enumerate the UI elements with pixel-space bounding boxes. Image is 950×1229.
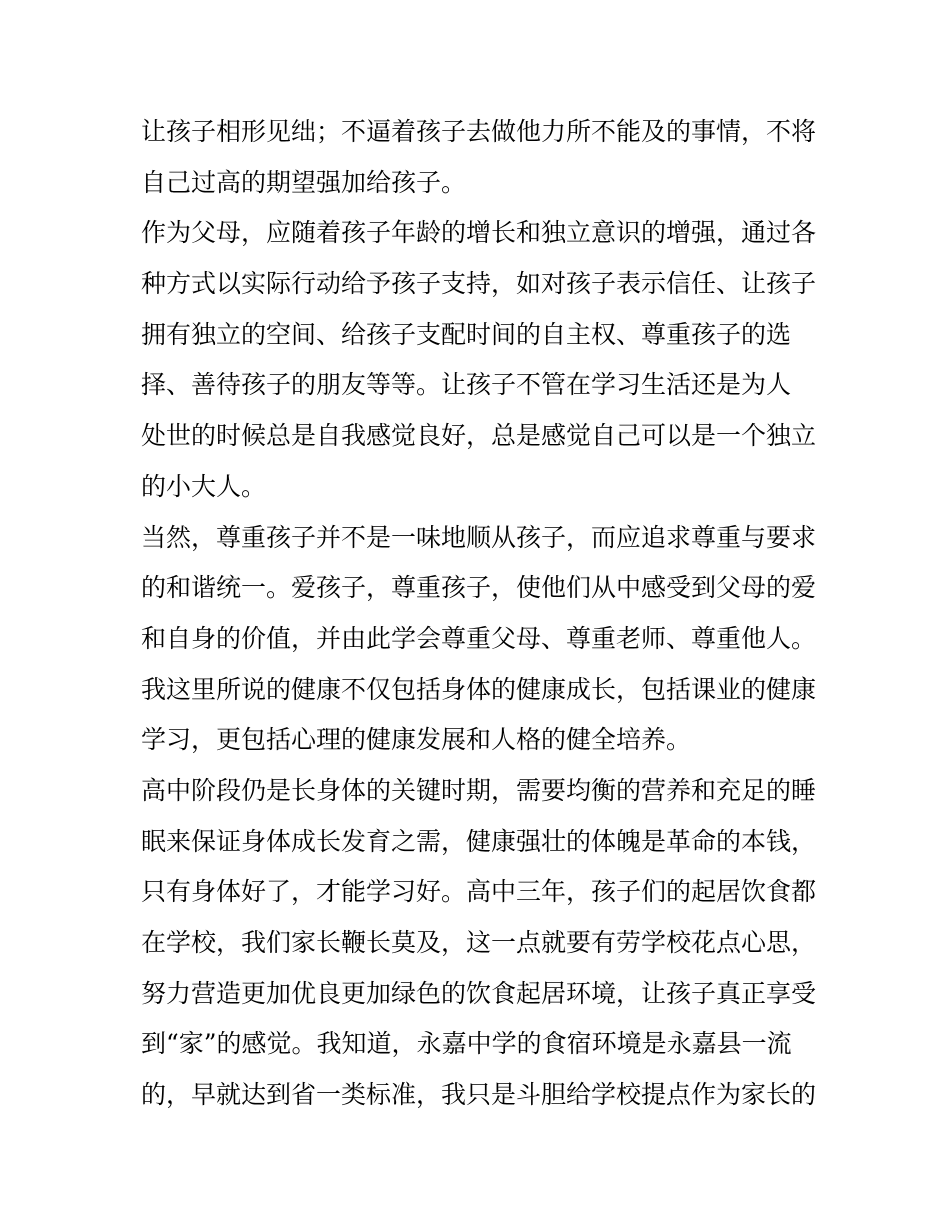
text-line: 作为父母，应随着孩子年龄的增长和独立意识的增强，通过各	[141, 218, 817, 248]
text-line: 当然，尊重孩子并不是一味地顺从孩子，而应追求尊重与要求	[141, 522, 817, 552]
text-line: 眠来保证身体成长发育之需，健康强壮的体魄是革命的本钱，	[141, 826, 817, 856]
text-line: 努力营造更加优良更加绿色的饮食起居环境，让孩子真正享受	[141, 978, 817, 1008]
text-line: 学习，更包括心理的健康发展和人格的健全培养。	[141, 725, 692, 755]
text-line: 的小大人。	[141, 471, 267, 501]
text-line: 自己过高的期望强加给孩子。	[141, 167, 467, 197]
text-line: 在学校，我们家长鞭长莫及，这一点就要有劳学校花点心思，	[141, 928, 817, 957]
text-line: 种方式以实际行动给予孩子支持，如对孩子表示信任、让孩子	[141, 269, 817, 299]
text-line: 处世的时候总是自我感觉良好，总是感觉自己可以是一个独立	[141, 421, 817, 451]
text-line: 的，早就达到省一类标准，我只是斗胆给学校提点作为家长的	[141, 1080, 817, 1110]
text-line: 拥有独立的空间、给孩子支配时间的自主权、尊重孩子的选	[141, 319, 792, 349]
text-line: 择、善待孩子的朋友等等。让孩子不管在学习生活还是为人	[141, 370, 792, 400]
text-line: 只有身体好了，才能学习好。高中三年，孩子们的起居饮食都	[141, 877, 817, 907]
text-line: 的和谐统一。爱孩子，尊重孩子，使他们从中感受到父母的爱	[141, 573, 817, 603]
text-line: 让孩子相形见绌；不逼着孩子去做他力所不能及的事情，不将	[141, 117, 817, 146]
text-line: 高中阶段仍是长身体的关键时期，需要均衡的营养和充足的睡	[141, 775, 817, 805]
body-text	[141, 107, 821, 1121]
text-line: 到“家”的感觉。我知道，永嘉中学的食宿环境是永嘉县一流	[141, 1029, 792, 1059]
text-line: 和自身的价值，并由此学会尊重父母、尊重老师、尊重他人。	[141, 623, 817, 653]
text-line: 我这里所说的健康不仅包括身体的健康成长，包括课业的健康	[141, 674, 817, 704]
